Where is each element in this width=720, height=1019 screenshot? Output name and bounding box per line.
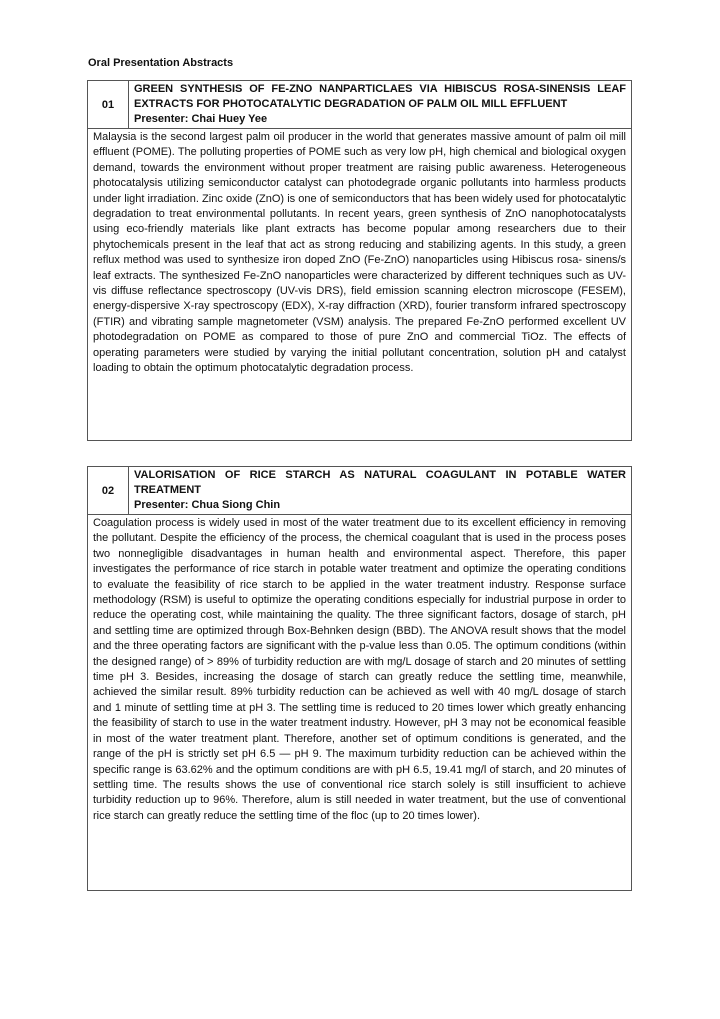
abstract-title-cell (129, 81, 631, 128)
abstract-header-row (88, 467, 631, 515)
abstract-number: 01 (88, 81, 129, 128)
abstract-presenter: Presenter: Chai Huey Yee (134, 113, 268, 125)
abstract-block-02 (87, 466, 632, 891)
abstract-body: Malaysia is the second largest palm oil producer in the world that generates massive amount of palm oil mill effluent (POME). The polluting properties of POME such as very low pH, high chemical and biological oxygen demand, towards the environment without proper treatment are raising public awareness. Heterogeneous photocatalysis utilizing semiconductor catalyst can photodegrade organic pollutants into harmless products under light irradiation. Zinc oxide (ZnO) is one of semiconductors that has been widely used for photocatalytic degradation to treat environmental pollutants. In recent years, green synthesis of ZnO nanophotocatalysts using eco-friendly materials like plant extracts has become popular among researchers due to their phytochemicals present in the leaf that act as strong reducing and stabilizing agents. In this study, a green reflux method was used to synthesize iron doped ZnO (Fe-ZnO) nanoparticles using Hibiscus rosa- sinens/s leaf extracts. The synthesized Fe-ZnO nanoparticles were characterized by different techniques such as UV-vis diffuse reflectance spectroscopy (UV-vis DRS), field emission scanning electron microscope (FESEM), energy-dispersive X-ray spectroscopy (EDX), X-ray diffraction (XRD), fourier transform infrared spectroscopy (FTIR) and vibrating sample magnetometer (VSM) analysis. The prepared Fe-ZnO performed excellent UV photodegradation on POME as compared to those of pure ZnO and commercial TiOz. The effects of operating parameters were studied by varying the initial pollutant concentration, solution pH and catalyst loading to obtain the optimum photocatalytic degradation process. (93, 131, 626, 375)
abstract-number: 02 (88, 467, 129, 514)
abstract-title-cell (129, 467, 631, 514)
abstract-header-row (88, 81, 631, 129)
abstract-title: VALORISATION OF RICE STARCH AS NATURAL COAGULANT IN POTABLE WATER TREATMENT (134, 469, 626, 496)
page-header-title: Oral Presentation Abstracts (88, 57, 234, 69)
abstract-block-01 (87, 80, 632, 441)
abstract-title: GREEN SYNTHESIS OF FE-ZNO NANPARTICLAES VIA HIBISCUS ROSA-SINENSIS LEAF EXTRACTS FOR PHOTOCATALYTIC DEGRADATION OF PALM OIL MILL EFFLUENT (134, 83, 626, 110)
abstract-body: Coagulation process is widely used in most of the water treatment due to its excellent efficiency in removing the pollutant. Despite the efficiency of the process, the chemical coagulant that is used in the process poses two nonnegligible disadvantages in human health and environmental aspect. Therefore, this paper investigates the performance of rice starch in potable water treatment and optimize the operating conditions to evaluate the feasibility of rice starch to be applied in the water treatment industry. Response surface methodology (RSM) is useful to optimize the operating conditions especially for industrial purpose in order to reduce the operating cost, while maintaining the quality. The three significant factors, dosage of starch, pH and settling time are optimized through Box-Behnken design (BBD). The ANOVA result shows that the model and the three operating factors are significant with the p-value less than 0.05. The optimum conditions (within the designed range) of > 89% of turbidity reduction are with mg/L dosage of starch and 20 minutes of settling time pH 3. Besides, increasing the dosage of starch can greatly reduce the settling time, meanwhile, achieved the similar result. 89% turbidity reduction can be achieved as well with 40 mg/L dosage of starch and 1 minute of settling time at pH 3. The settling time is reduced to 20 times lower which greatly enhancing the feasibility of starch to use in the water treatment industry. However, pH 3 may not be economical feasible in most of the water treatment plant. Therefore, another set of optimum conditions is generated, and the range of the pH is strictly set pH 6.5 — pH 9. The maximum turbidity reduction can be achieved within the specific range is 63.62% and the optimum conditions are with pH 6.5, 19.41 mg/l of starch, and 20 minutes of settling time. The results shows the use of conventional rice starch solely is still insufficient to achieve turbidity reduction up to 96%. Therefore, alum is still needed in water treatment, but the use of conventional rice starch can greatly reduce the settling time of the floc (up to 20 times lower). (93, 517, 626, 822)
abstract-presenter: Presenter: Chua Siong Chin (134, 499, 281, 511)
